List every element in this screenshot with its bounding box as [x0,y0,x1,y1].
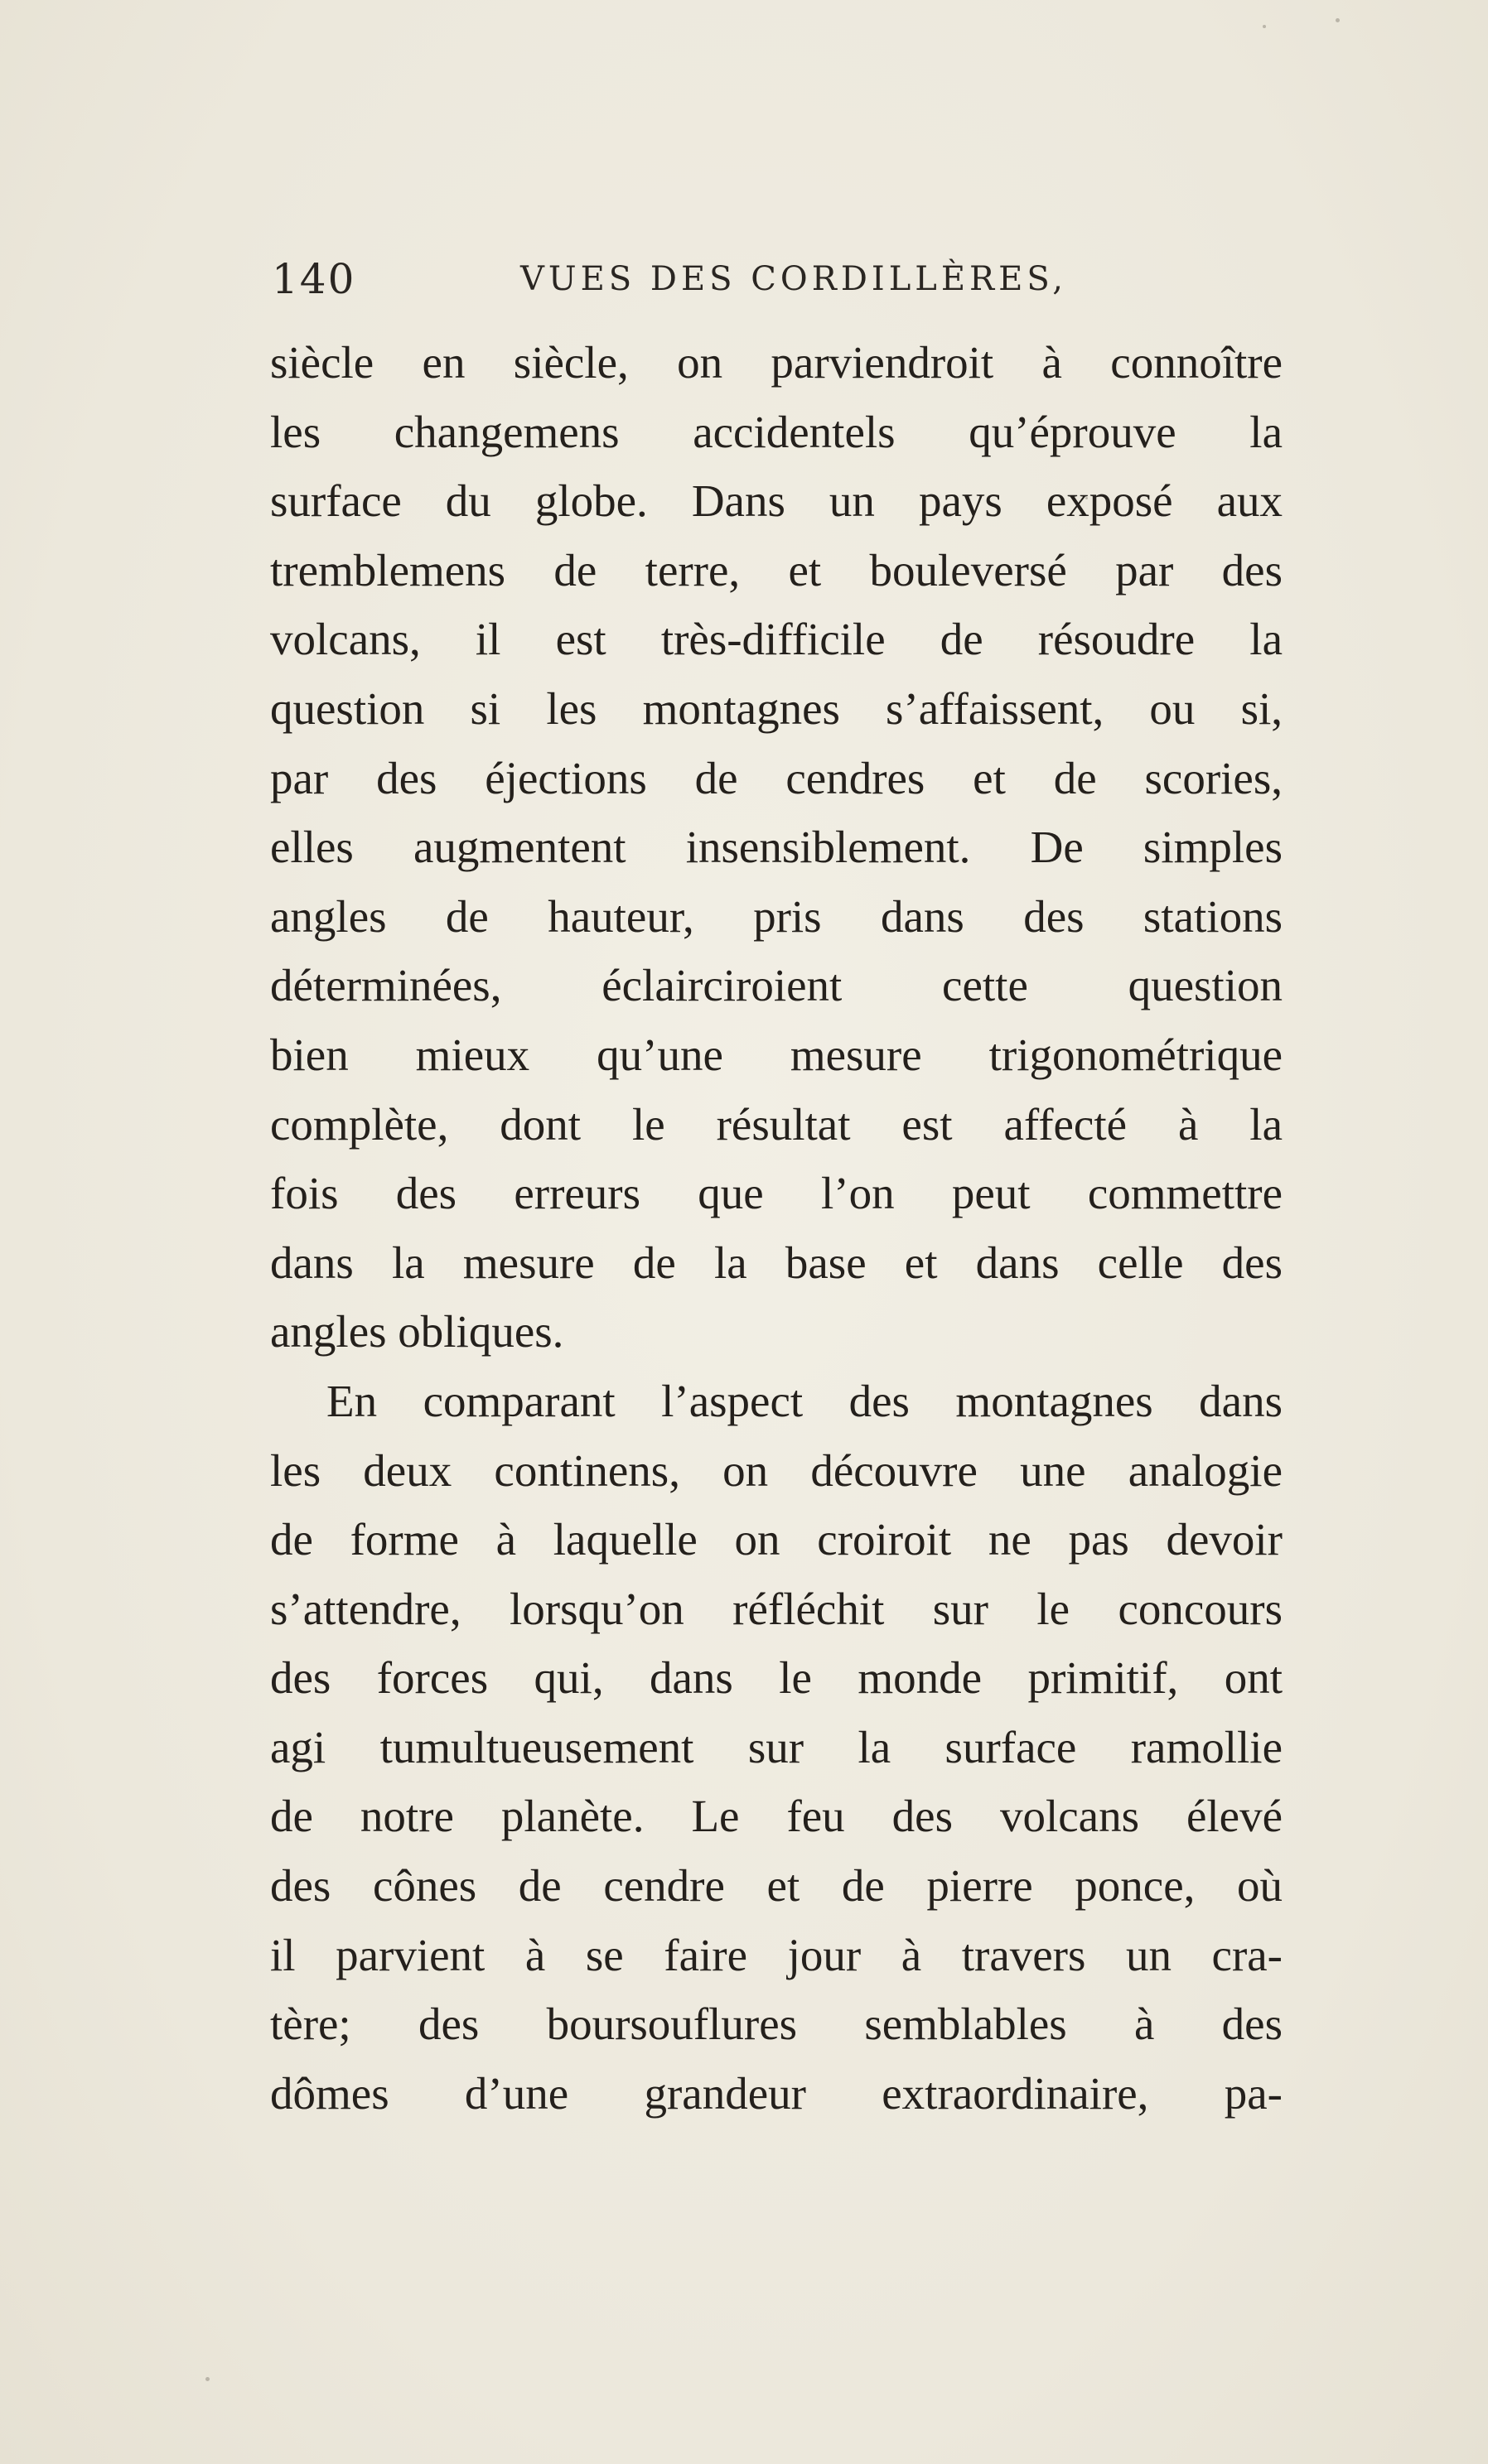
text-line: s’attendre, lorsqu’on réfléchit sur le concours [270,1583,1283,1634]
text-line: tère; des boursouflures semblables à des [270,1999,1283,2050]
text-line: elles augmentent insensiblement. De simples [270,822,1283,873]
text-line: dômes d’une grandeur extraordinaire, pa- [270,2067,1283,2119]
text-line: déterminées, éclairciroient cette question [270,960,1283,1011]
text-line: par des éjections de cendres et de scories, [270,752,1283,803]
text-line-paragraph-start: En comparant l’aspect des montagnes dans [326,1375,1283,1426]
text-line: complète, dont le résultat est affecté à la [270,1098,1283,1150]
paper-speck [205,2377,210,2381]
text-line: siècle en siècle, on parviendroit à connoître [270,337,1283,388]
running-head: VUES DES CORDILLÈRES, [520,260,1068,298]
body-text [270,328,1283,2128]
text-line: tremblemens de terre, et bouleversé par des [270,544,1283,596]
paper-speck [1336,18,1340,22]
paper-speck [1263,25,1266,28]
text-line: agi tumultueusement sur la surface ramollie [270,1721,1283,1772]
text-line: il parvient à se faire jour à travers un cra- [270,1929,1283,1980]
text-line: les changemens accidentels qu’éprouve la [270,406,1283,457]
text-line: fois des erreurs que l’on peut commettre [270,1168,1283,1219]
text-line: surface du globe. Dans un pays exposé aux [270,475,1283,527]
page-number: 140 [272,255,356,303]
page-header [272,248,1299,315]
text-line: angles de hauteur, pris dans des stations [270,890,1283,942]
text-line: les deux continens, on découvre une analogie [270,1444,1283,1496]
text-line: dans la mesure de la base et dans celle des [270,1237,1283,1288]
text-line: des cônes de cendre et de pierre ponce, où [270,1860,1283,1912]
text-line: bien mieux qu’une mesure trigonométrique [270,1029,1283,1080]
text-line-paragraph-end: angles obliques. [270,1306,564,1357]
text-line: question si les montagnes s’affaissent, ou si, [270,682,1283,734]
text-line: volcans, il est très-difficile de résoudre la [270,614,1283,665]
text-line: de forme à laquelle on croiroit ne pas devoir [270,1514,1283,1565]
text-line: des forces qui, dans le monde primitif, ont [270,1652,1283,1704]
text-line: de notre planète. Le feu des volcans élevé [270,1791,1283,1842]
